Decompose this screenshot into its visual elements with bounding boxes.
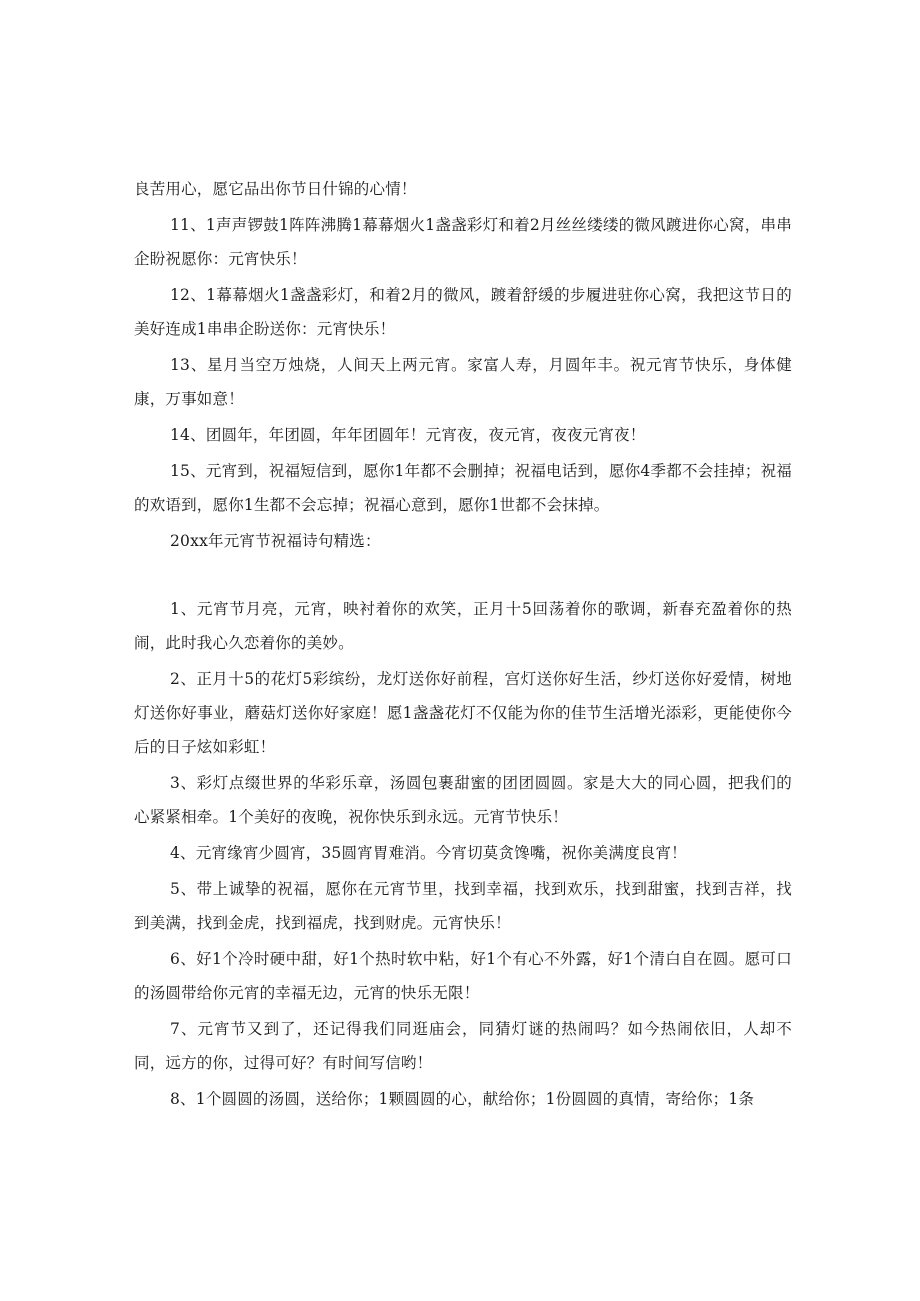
poem-item-1: 1、元宵节月亮，元宵，映衬着你的欢笑，正月十5回荡着你的歌调，新春充盈着你的热闹，此时我心久恋着你的美妙。	[134, 600, 792, 652]
blessing-item-11: 11、1声声锣鼓1阵阵沸腾1幕幕烟火1盏盏彩灯和着2月丝丝缕缕的微风踱进你心窝，串串企盼祝愿你：元宵快乐！	[134, 216, 792, 268]
blessing-item-14: 14、团圆年，年团圆，年年团圆年！元宵夜，夜元宵，夜夜元宵夜！	[170, 426, 646, 444]
blessing-item-13: 13、星月当空万烛烧，人间天上两元宵。家富人寿，月圆年丰。祝元宵节快乐，身体健康，万事如意！	[134, 356, 792, 408]
poem-item-4: 4、元宵缘宵少圆宵，35圆宵胃难消。今宵切莫贪馋嘴，祝你美满度良宵！	[170, 844, 687, 862]
poem-item-7: 7、元宵节又到了，还记得我们同逛庙会，同猜灯谜的热闹吗？如今热闹依旧，人却不同，远方的你，过得可好？有时间写信哟！	[134, 1020, 792, 1072]
poem-item-3: 3、彩灯点缀世界的华彩乐章，汤圆包裹甜蜜的团团圆圆。家是大大的同心圆，把我们的心紧紧相牵。1个美好的夜晚，祝你快乐到永远。元宵节快乐！	[134, 774, 792, 826]
poem-item-2: 2、正月十5的花灯5彩缤纷，龙灯送你好前程，宫灯送你好生活，纱灯送你好爱情，树地灯送你好事业，蘑菇灯送你好家庭！愿1盏盏花灯不仅能为你的佳节生活增光添彩，更能使你今后的日子炫如彩虹！	[134, 670, 792, 756]
section-title: 20xx年元宵节祝福诗句精选：	[170, 532, 381, 550]
blessing-item-12: 12、1幕幕烟火1盏盏彩灯，和着2月的微风，踱着舒缓的步履进驻你心窝，我把这节日的美好连成1串串企盼送你：元宵快乐！	[134, 286, 792, 338]
poem-item-6: 6、好1个冷时硬中甜，好1个热时软中粘，好1个有心不外露，好1个清白自在圆。愿可口的汤圆带给你元宵的幸福无边，元宵的快乐无限！	[134, 950, 792, 1002]
poem-item-5: 5、带上诚挚的祝福，愿你在元宵节里，找到幸福，找到欢乐，找到甜蜜，找到吉祥，找到美满，找到金虎，找到福虎，找到财虎。元宵快乐！	[134, 880, 792, 932]
paragraph-continuation: 良苦用心，愿它品出你节日什锦的心情！	[134, 180, 417, 198]
blessing-item-15: 15、元宵到，祝福短信到，愿你1年都不会删掉；祝福电话到，愿你4季都不会挂掉；祝福的欢语到，愿你1生都不会忘掉；祝福心意到，愿你1世都不会抹掉。	[134, 462, 792, 514]
poem-item-8: 8、1个圆圆的汤圆，送给你；1颗圆圆的心，献给你；1份圆圆的真情，寄给你；1条	[170, 1090, 755, 1108]
document-body	[134, 172, 792, 1118]
